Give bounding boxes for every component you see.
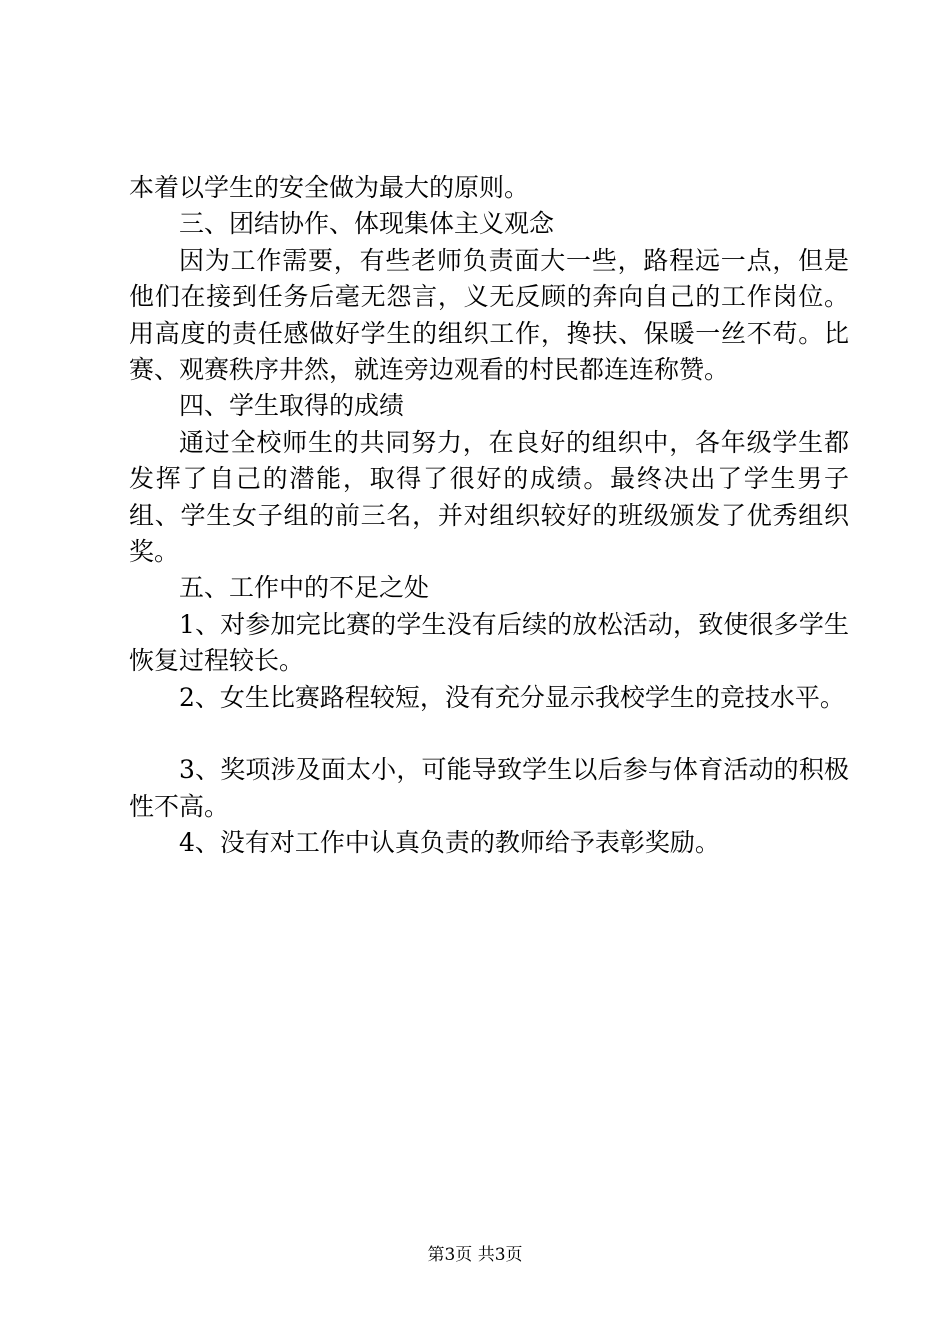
document-body	[129, 170, 849, 861]
page-footer: 第3页 共3页	[427, 1245, 523, 1265]
section-heading-5: 五、工作中的不足之处	[179, 573, 430, 603]
list-item-4: 4、没有对工作中认真负责的教师给予表彰奖励。	[179, 827, 720, 857]
blank-line	[129, 716, 849, 752]
section-heading-4: 四、学生取得的成绩	[179, 391, 405, 421]
paragraph-continuation: 本着以学生的安全做为最大的原则。	[129, 173, 530, 202]
list-item-1: 1、对参加完比赛的学生没有后续的放松活动，致使很多学生恢复过程较长。	[129, 609, 849, 676]
paragraph-teamwork: 因为工作需要，有些老师负责面大一些，路程远一点，但是他们在接到任务后毫无怨言，义无反顾的奔向自己的工作岗位。用高度的责任感做好学生的组织工作，搀扶、保暖一丝不苟。比赛、观赛秩序井然，就连旁边观看的村民都连连称赞。	[129, 245, 849, 385]
paragraph-results: 通过全校师生的共同努力，在良好的组织中，各年级学生都发挥了自己的潜能，取得了很好的成绩。最终决出了学生男子组、学生女子组的前三名，并对组织较好的班级颁发了优秀组织奖。	[129, 427, 849, 567]
section-heading-3: 三、团结协作、体现集体主义观念	[179, 209, 555, 239]
list-item-3: 3、奖项涉及面太小，可能导致学生以后参与体育活动的积极性不高。	[129, 755, 849, 821]
list-item-2: 2、女生比赛路程较短，没有充分显示我校学生的竞技水平。	[179, 682, 845, 712]
